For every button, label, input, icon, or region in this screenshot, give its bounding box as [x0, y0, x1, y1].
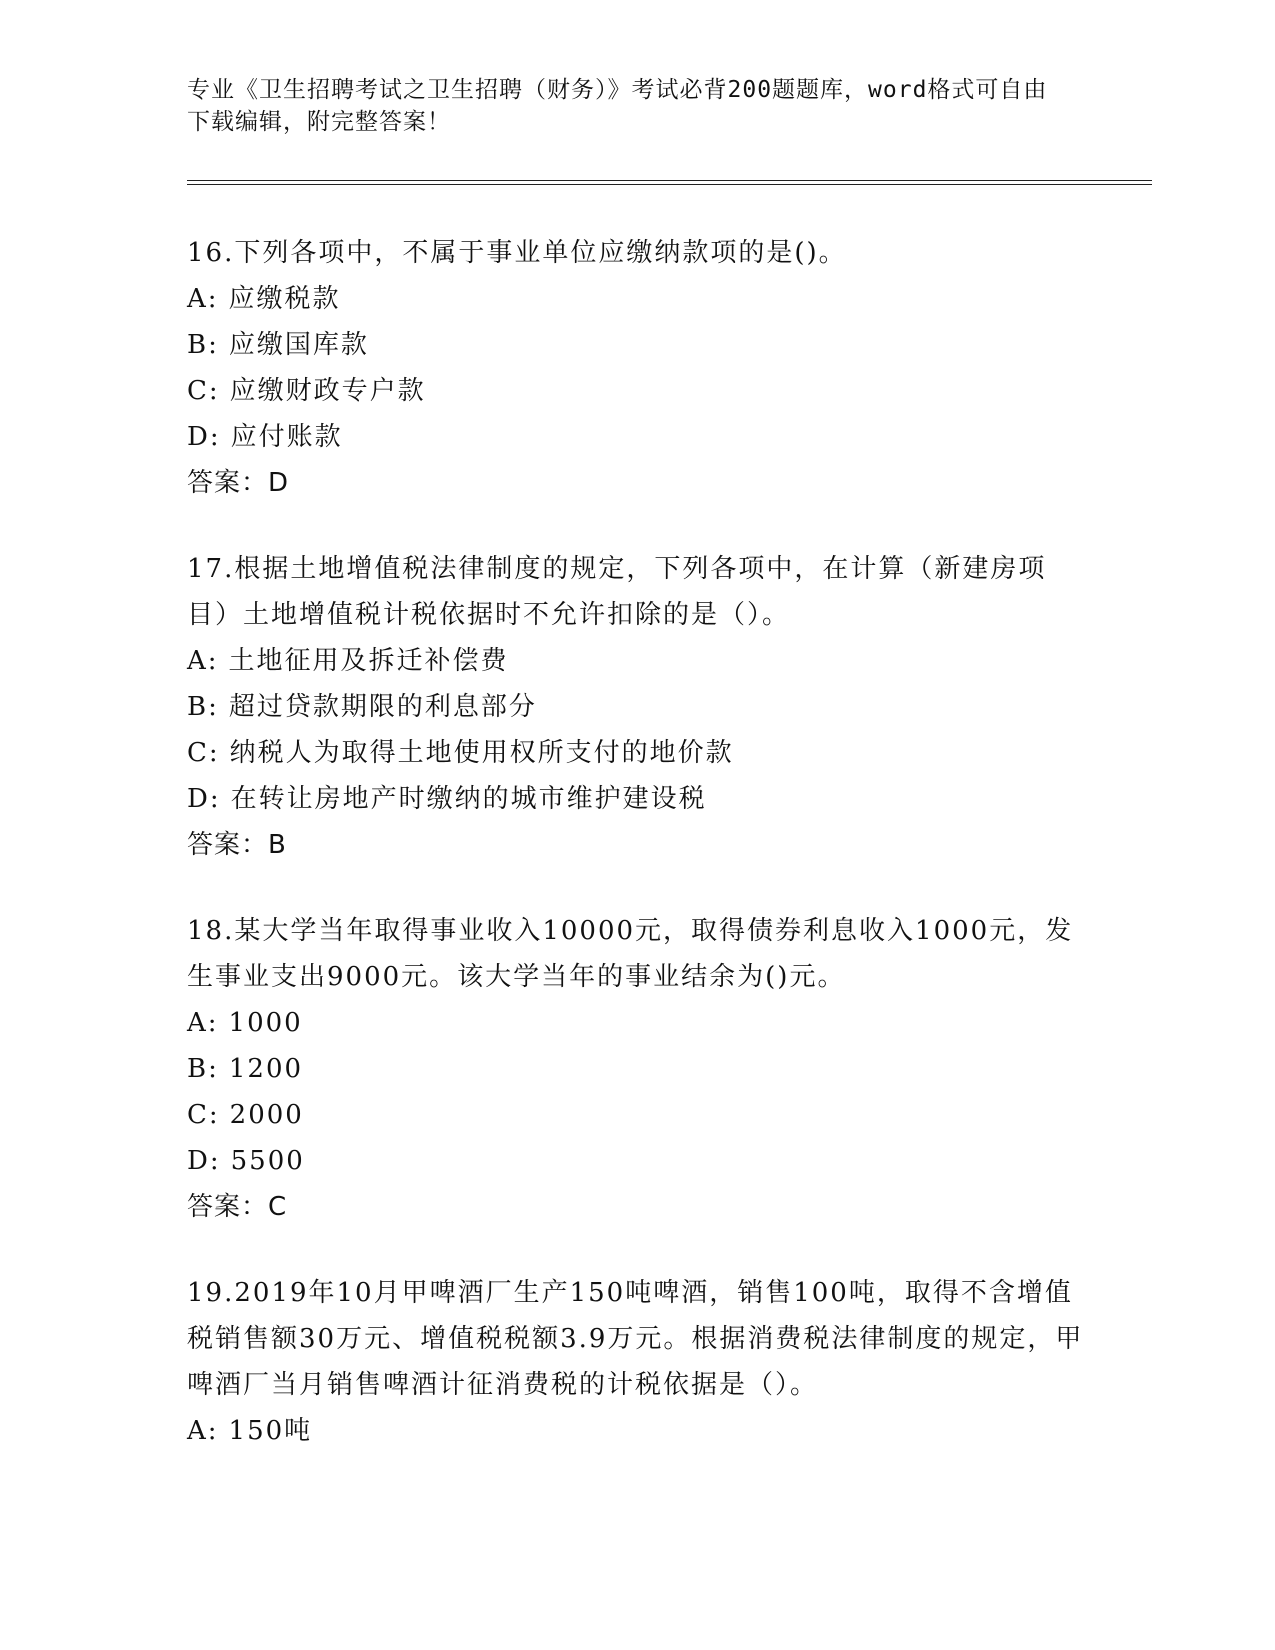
option-label: A:: [187, 284, 219, 314]
question-stem: 18.某大学当年取得事业收入10000元，取得债券利息收入1000元，发生事业支出9000元。该大学当年的事业结余为()元。: [187, 916, 1074, 992]
question-18: [187, 908, 1087, 1230]
option-a: [187, 638, 1087, 684]
option-text: 应缴国库款: [228, 330, 369, 360]
question-stem: 16.下列各项中，不属于事业单位应缴纳款项的是()。: [187, 238, 847, 268]
option-text: 应付账款: [230, 422, 343, 452]
option-text: 超过贷款期限的利息部分: [228, 692, 537, 722]
question-17: [187, 546, 1087, 868]
option-label: A:: [187, 646, 219, 676]
option-label: C:: [187, 376, 220, 406]
option-text: 土地征用及拆迁补偿费: [228, 646, 509, 676]
option-c: [187, 1092, 1087, 1138]
option-d: [187, 414, 1087, 460]
option-c: [187, 368, 1087, 414]
answer-line: 答案：B: [187, 830, 287, 860]
option-text: 150吨: [228, 1416, 313, 1446]
option-label: A:: [187, 1416, 219, 1446]
option-label: D:: [187, 784, 221, 814]
option-a: [187, 1408, 1087, 1454]
option-text: 5500: [230, 1146, 305, 1176]
option-a: [187, 276, 1087, 322]
option-c: [187, 730, 1087, 776]
option-label: D:: [187, 1146, 221, 1176]
option-label: B:: [187, 692, 219, 722]
question-stem: 19.2019年10月甲啤酒厂生产150吨啤酒，销售100吨，取得不含增值税销售额30万元、增值税税额3.9万元。根据消费税法律制度的规定，甲啤酒厂当月销售啤酒计征消费税的计税依据是（）。: [187, 1278, 1084, 1400]
option-b: [187, 322, 1087, 368]
option-text: 纳税人为取得土地使用权所支付的地价款: [229, 738, 734, 768]
option-label: C:: [187, 738, 220, 768]
option-text: 应缴财政专户款: [229, 376, 426, 406]
option-b: [187, 1046, 1087, 1092]
question-16: [187, 230, 1087, 506]
option-b: [187, 684, 1087, 730]
option-label: D:: [187, 422, 221, 452]
answer-line: 答案：D: [187, 468, 290, 498]
header-divider-top: [187, 180, 1152, 181]
option-text: 1000: [228, 1008, 303, 1038]
option-text: 在转让房地产时缴纳的城市维护建设税: [230, 784, 707, 814]
option-a: [187, 1000, 1087, 1046]
option-label: C:: [187, 1100, 220, 1130]
option-label: A:: [187, 1008, 219, 1038]
document-header: 专业《卫生招聘考试之卫生招聘（财务）》考试必背200题题库，word格式可自由下载编辑，附完整答案！: [187, 77, 1048, 135]
header-divider-bottom: [187, 184, 1152, 185]
option-label: B:: [187, 1054, 219, 1084]
option-d: [187, 776, 1087, 822]
question-stem: 17.根据土地增值税法律制度的规定，下列各项中，在计算（新建房项目）土地增值税计税依据时不允许扣除的是（）。: [187, 554, 1047, 630]
option-label: B:: [187, 330, 219, 360]
question-19: [187, 1270, 1087, 1454]
answer-line: 答案：C: [187, 1192, 288, 1222]
option-d: [187, 1138, 1087, 1184]
option-text: 应缴税款: [228, 284, 341, 314]
option-text: 2000: [229, 1100, 304, 1130]
option-text: 1200: [228, 1054, 304, 1084]
